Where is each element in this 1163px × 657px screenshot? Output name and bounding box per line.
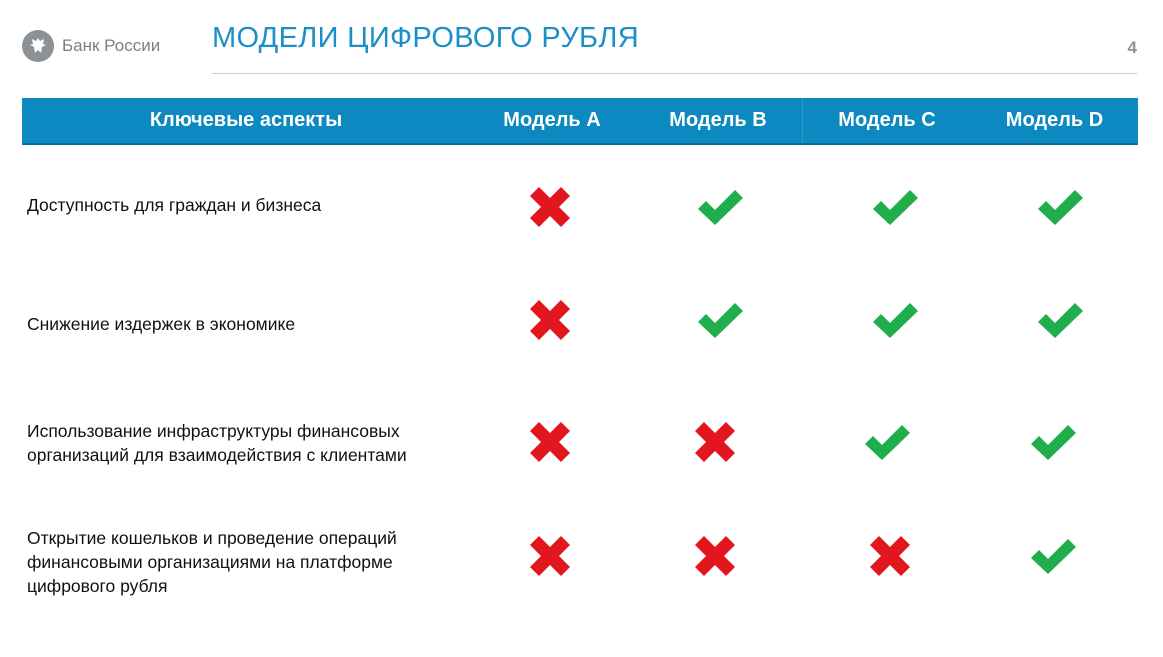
page-number: 4 [1127, 38, 1137, 57]
check-icon [1034, 185, 1086, 229]
cross-icon [689, 534, 741, 578]
column-header-model-b: Модель B [669, 109, 767, 131]
check-icon [1027, 534, 1079, 578]
check-icon [869, 185, 921, 229]
cross-icon [864, 534, 916, 578]
title-divider [212, 73, 1137, 74]
logo-text: Банк России [62, 36, 161, 55]
column-header-aspects: Ключевые аспекты [149, 109, 343, 131]
row-label-line: Доступность для граждан и бизнеса [27, 195, 322, 215]
column-header-model-c: Модель C [838, 109, 936, 131]
check-icon [694, 298, 746, 342]
check-icon [869, 298, 921, 342]
eagle-emblem-icon [22, 30, 54, 62]
table-header [22, 98, 1138, 145]
check-icon [1034, 298, 1086, 342]
check-icon [861, 420, 913, 464]
cross-icon [524, 420, 576, 464]
column-header-model-a: Модель A [503, 109, 601, 131]
page-title: МОДЕЛИ ЦИФРОВОГО РУБЛЯ [212, 22, 639, 54]
column-header-model-d: Модель D [1005, 109, 1104, 131]
cross-icon [524, 534, 576, 578]
row-label-line: цифрового рубля [27, 576, 168, 596]
row-label-line: организаций для взаимодействия с клиентами [27, 445, 407, 465]
check-icon [694, 185, 746, 229]
cross-icon [689, 420, 741, 464]
row-label-line: Использование инфраструктуры финансовых [27, 421, 400, 441]
row-label-cost-reduction [27, 312, 295, 336]
row-label-wallets [27, 526, 397, 598]
bank-logo [22, 30, 160, 62]
row-label-infrastructure [27, 419, 407, 467]
row-label-availability [27, 193, 321, 217]
check-icon [1027, 420, 1079, 464]
row-label-line: финансовыми организациями на платформе [27, 552, 393, 572]
row-label-line: Открытие кошельков и проведение операций [27, 528, 397, 548]
cross-icon [524, 185, 576, 229]
cross-icon [524, 298, 576, 342]
row-label-line: Снижение издержек в экономике [27, 314, 296, 334]
